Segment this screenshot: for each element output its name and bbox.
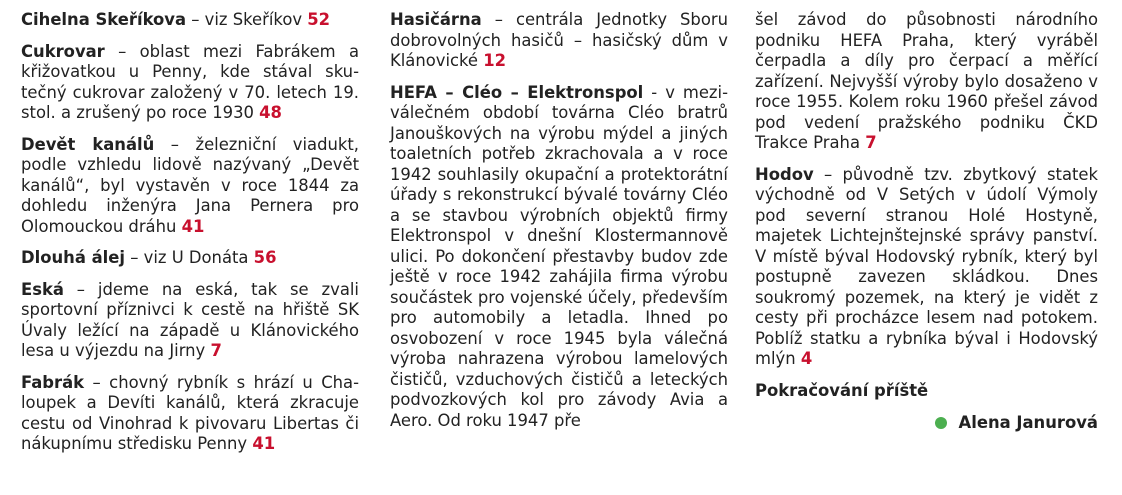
page-reference: 48 [259,103,282,122]
entry-hodov [755,165,1098,370]
entry-text: – chovný rybník s hrází u Chaloupek a Devíti kanálů, která zkracuje cestu od Vinohrad k pivovaru Libertas či nákupnímu středisku Penny [21,372,359,453]
page-reference: 7 [865,133,877,152]
entry-eska [21,280,359,362]
entry-term: Hodov [755,164,814,184]
page-reference: 52 [307,10,331,29]
entry-dlouha-alej [21,248,359,269]
entry-text: - v meziválečném období továrna Cléo bratrů Janouškových na výrobu mýdel a jiných toaletních potřeb zkrachovala a v roce 1942 souhlasily okupační a protektorátní úřady s rekonstrukcí bývalé továrny Cléo a se stavbou výrobních objektů firmy Elektronspol v dnešní Klostermannově ulici. Po dokončení přestavby budov zde ještě v roce 1942 zahájila firma výrobu součástek pro vojenské účely, především pro automobily a letadla. Ihned po osvobození v roce 1945 byla válečná výroba nahrazena výrobou lamelových čističů, vzduchových čističů a leteckých podvozkových kol pro závody Avia a Aero. Od roku 1947 pře [390,82,729,430]
entry-text: šel závod do působnosti národního podniku HEFA Praha, který vyráběl čerpadla a díly pro čerpací a měřící zařízení. Nejvyšší výroby bylo dosaženo v roce 1955. Kolem roku 1960 přešel závod pod vedení pražského podniku ČKD Trakce Praha [755,10,1098,152]
entry-devet-kanalu [21,135,359,238]
entry-term: Fabrák [21,372,85,392]
entry-hefa-cleo-elektronspol [390,83,728,432]
column-3 [755,10,1098,434]
column-2 [390,10,728,442]
entry-text: – oblast mezi Fabrákem a křižovatkou u Penny, kde stával skutečný cukrovar založený v 70. letech 19. stol. a zrušený po roce 1930 [21,41,359,122]
page-reference: 41 [252,434,276,453]
entry-term: Hasičárna [390,10,482,29]
author-dot-icon [935,417,947,429]
entry-term: Cukrovar [21,41,105,61]
entry-text: – viz U Donáta [125,248,254,267]
page-reference: 56 [253,248,277,267]
entry-term: Cihelna Skeříkova [21,10,187,29]
entry-text: – viz Skeříkov [186,10,308,29]
page-reference: 41 [181,216,205,236]
entry-fabrak [21,373,359,455]
entry-term: Dlouhá álej [21,248,126,267]
entry-hefa-continuation [755,10,1098,154]
entry-cukrovar [21,42,359,124]
entry-text: – železniční viadukt, podle vzhledu lidově nazývaný „Devět kanálů“, byl vystavěn v roce 1844 za dohledu inženýra Jana Pernera pro Olomouckou dráhu [21,134,359,236]
entry-term: Devět kanálů [21,134,155,154]
page-reference: 7 [210,341,222,360]
column-1 [21,10,359,466]
page-reference: 4 [800,349,813,368]
entry-hasicarna [390,10,728,72]
entry-term: Eská [21,279,64,299]
entry-text: – centrála Jednotky Sboru dobrovolných hasičů – hasičský dům v Klánovické [390,10,728,70]
entry-cihelna-skerikova [21,10,359,31]
author-line [755,413,1098,434]
entry-text: – původně tzv. zbytkový statek východně od V Setých v údolí Výmoly pod severní stranou Holé Hostyně, majetek Lichtejnštejnské správy panství. V místě býval Hodovský rybník, který byl postupně zavezen skládkou. Dnes soukromý pozemek, na který je vidět z cesty při procházce lesem nad potokem. Poblíž statku a rybníka býval i Hodovský mlýn [755,164,1098,368]
page-reference: 12 [483,51,507,70]
entry-term: HEFA – Cléo – Elektronspol [390,82,644,102]
entry-text: – jdeme na eská, tak se zvali sportovní příznivci k cestě na hřiště SK Úvaly ležící na západě u Klánovického lesa u výjezdu na Jirny [21,279,359,360]
author-name: Alena Janurová [958,413,1098,432]
continued-label: Pokračování příště [755,380,929,400]
